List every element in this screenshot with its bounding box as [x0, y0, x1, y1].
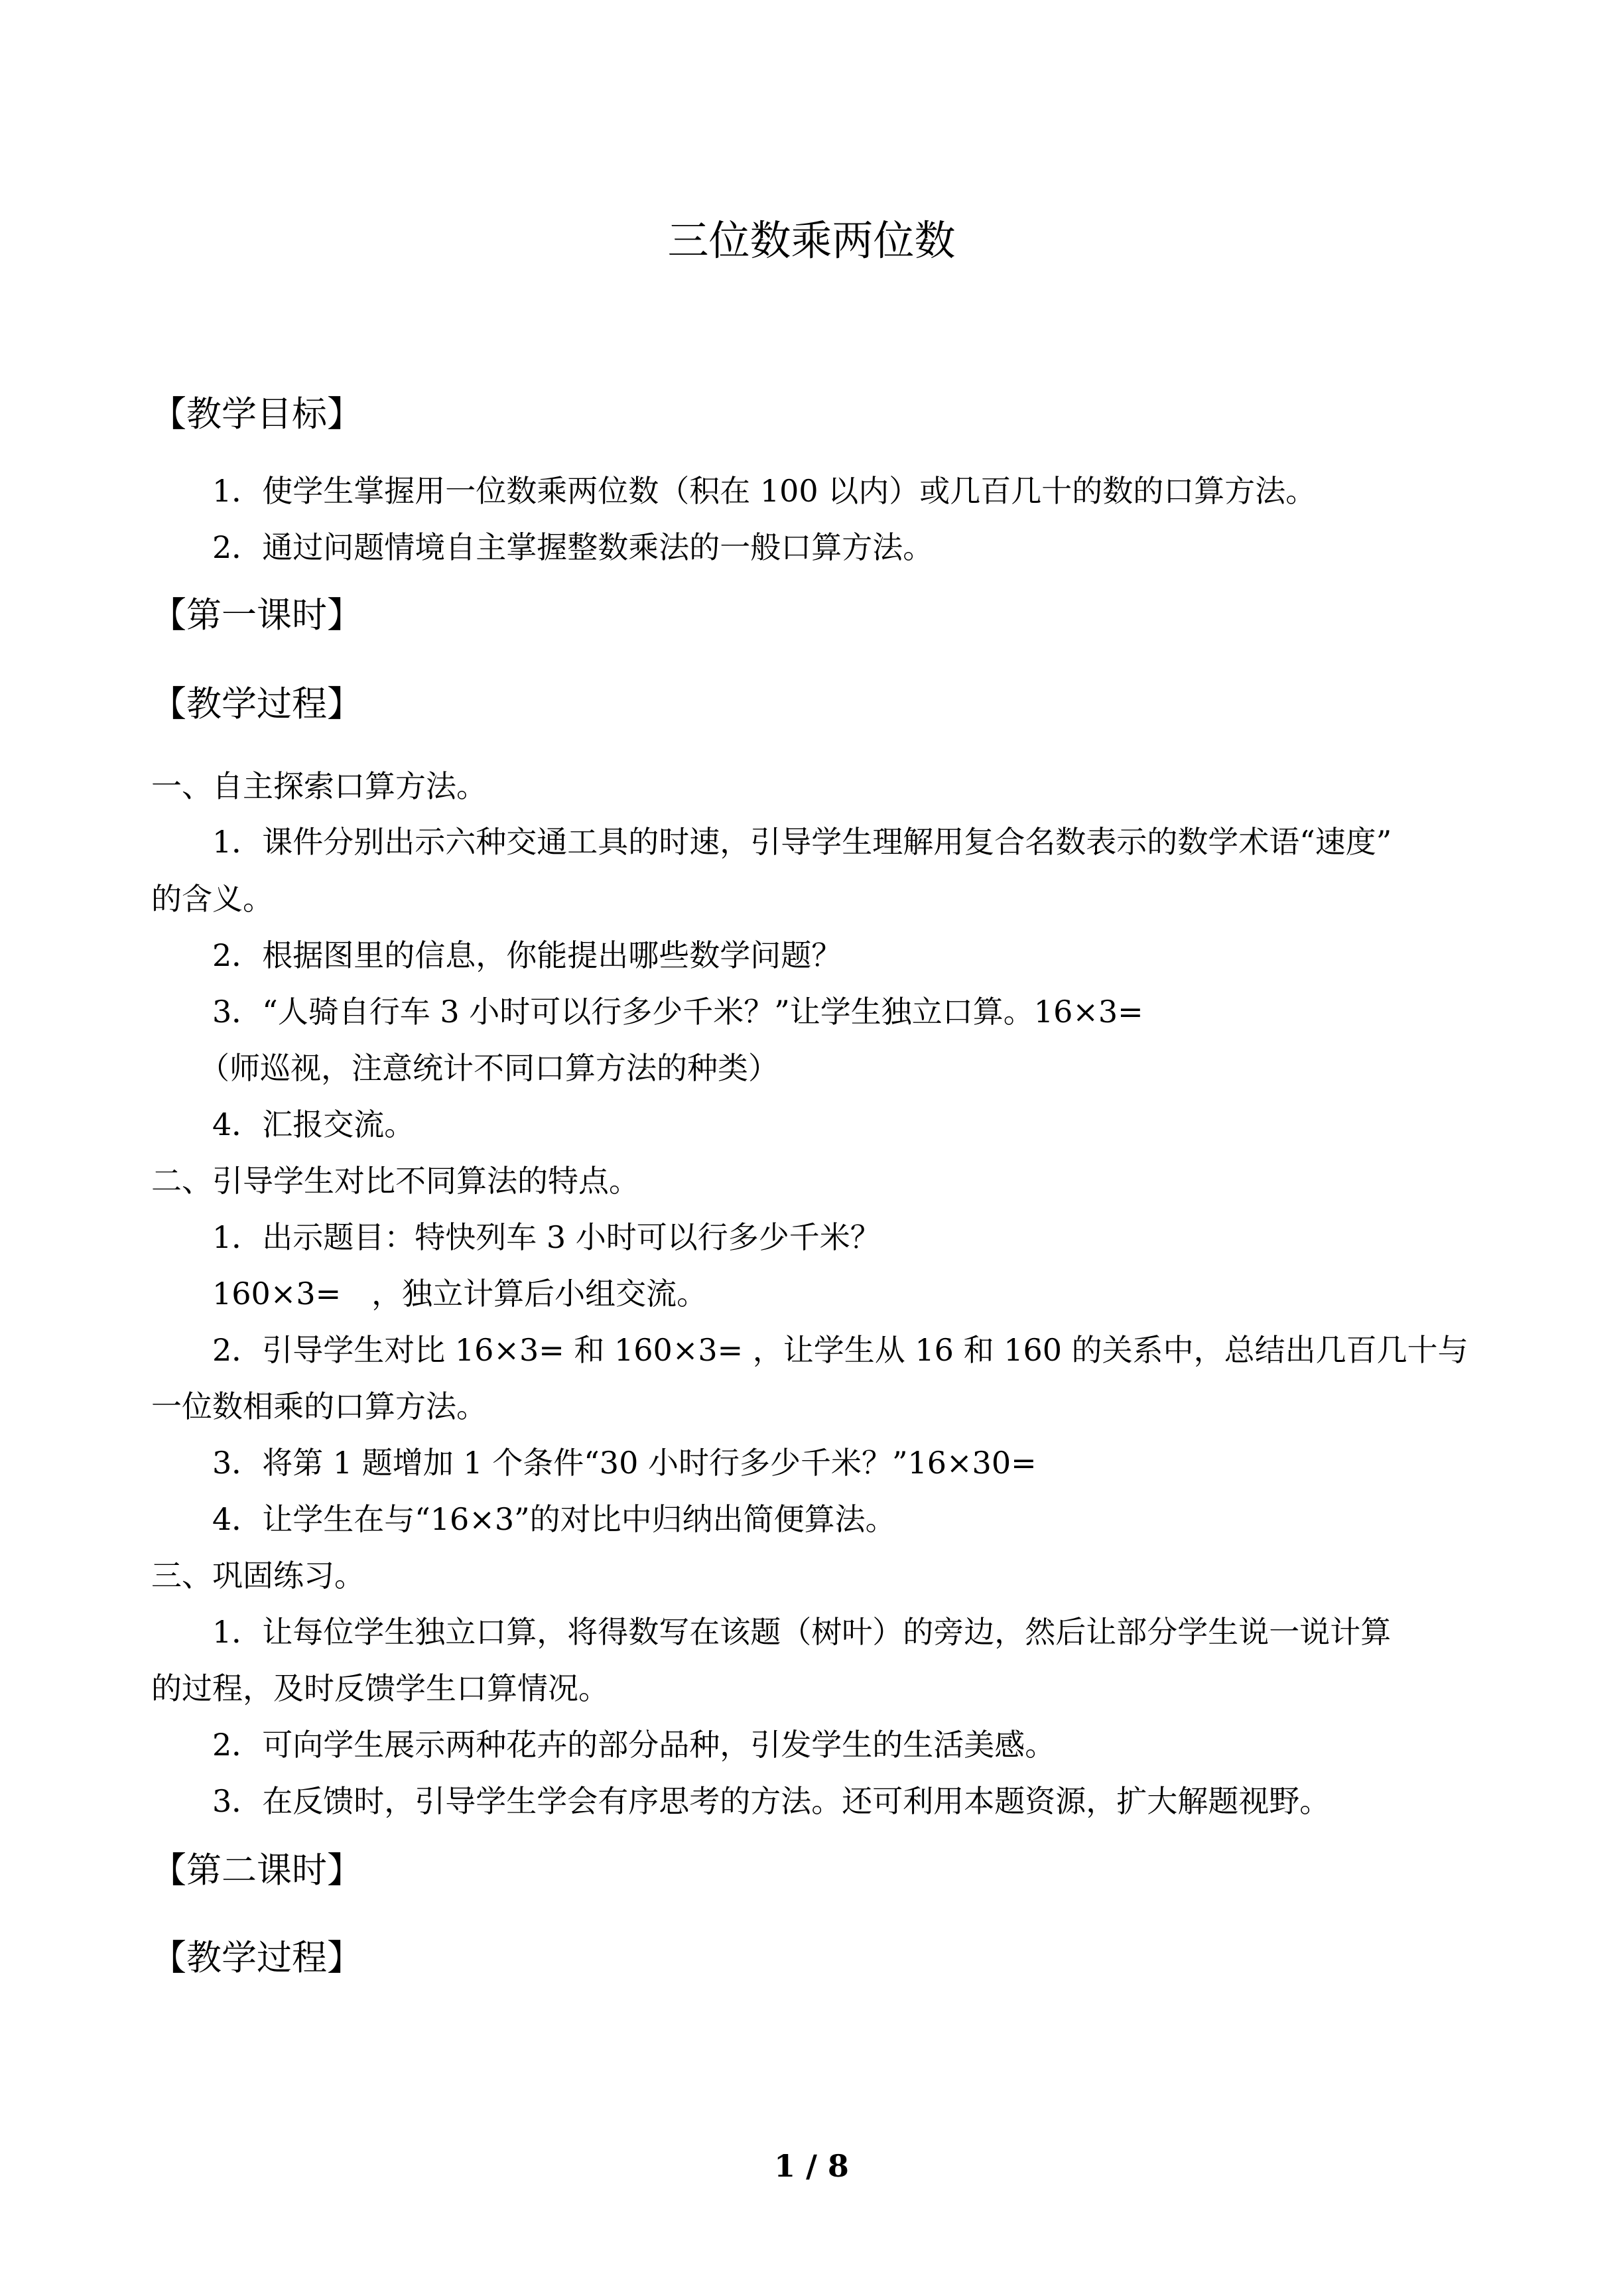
- teaching-process-heading-2: 【教学过程】: [151, 1938, 362, 1978]
- part-one-item: 3．“人骑自行车 3 小时可以行多少千米？”让学生独立口算。16×3=: [212, 994, 1143, 1030]
- part-two-title: 二、引导学生对比不同算法的特点。: [151, 1163, 639, 1199]
- part-two-item: 4．让学生在与“16×3”的对比中归纳出简便算法。: [212, 1501, 896, 1537]
- part-two-item: 160×3= ，独立计算后小组交流。: [212, 1276, 708, 1312]
- goal-item-1: 1．使学生掌握用一位数乘两位数（积在 100 以内）或几百几十的数的口算方法。: [212, 473, 1317, 509]
- lesson-two-heading: 【第二课时】: [151, 1850, 362, 1891]
- part-one-item: （师巡视，注意统计不同口算方法的种类）: [199, 1050, 779, 1086]
- page-number: 1 / 8: [774, 2148, 849, 2184]
- part-two-item: 一位数相乘的口算方法。: [151, 1388, 487, 1424]
- part-one-item: 的含义。: [151, 881, 273, 917]
- teaching-process-heading-1: 【教学过程】: [151, 684, 362, 724]
- part-three-item: 3．在反馈时，引导学生学会有序思考的方法。还可利用本题资源，扩大解题视野。: [212, 1783, 1331, 1819]
- part-three-item: 1．让每位学生独立口算，将得数写在该题（树叶）的旁边，然后让部分学生说一说计算: [212, 1614, 1392, 1650]
- goal-item-2: 2．通过问题情境自主掌握整数乘法的一般口算方法。: [212, 529, 934, 565]
- part-two-item: 1．出示题目：特快列车 3 小时可以行多少千米？: [212, 1219, 881, 1255]
- document-title: 三位数乘两位数: [667, 216, 956, 265]
- part-three-title: 三、巩固练习。: [151, 1558, 365, 1593]
- part-one-item: 1．课件分别出示六种交通工具的时速，引导学生理解用复合名数表示的数学术语“速度”: [212, 824, 1392, 860]
- part-one-item: 2．根据图里的信息，你能提出哪些数学问题？: [212, 937, 842, 973]
- part-three-item: 2．可向学生展示两种花卉的部分品种，引发学生的生活美感。: [212, 1727, 1056, 1763]
- part-two-item: 2．引导学生对比 16×3= 和 160×3= ，让学生从 16 和 160 的关系中，总结出几百几十与: [212, 1332, 1468, 1368]
- lesson-one-heading: 【第一课时】: [151, 595, 362, 636]
- part-one-item: 4．汇报交流。: [212, 1107, 415, 1142]
- part-two-item: 3．将第 1 题增加 1 个条件“30 小时行多少千米？”16×30=: [212, 1445, 1037, 1481]
- teaching-goals-heading: 【教学目标】: [151, 394, 362, 435]
- part-three-item: 的过程，及时反馈学生口算情况。: [151, 1670, 609, 1706]
- part-one-title: 一、自主探索口算方法。: [151, 768, 487, 804]
